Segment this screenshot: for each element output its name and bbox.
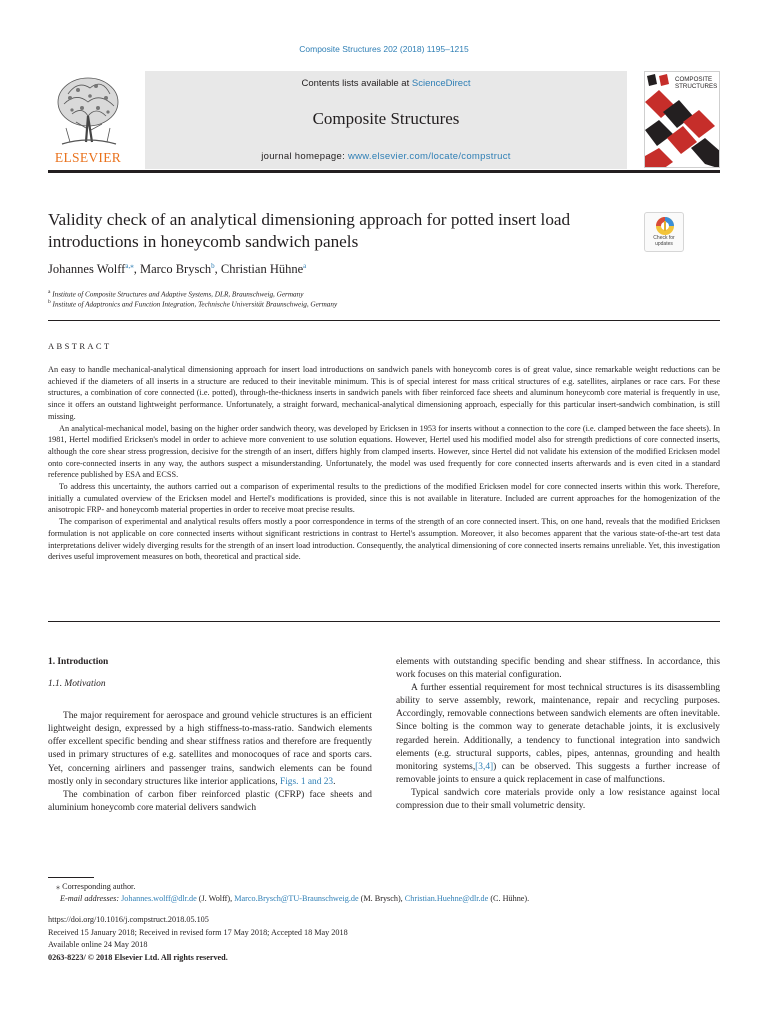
email-link[interactable]: Christian.Huehne@dlr.de	[404, 894, 489, 903]
author-affiliation-link[interactable]: a	[303, 262, 307, 270]
affiliation-mark: b	[48, 299, 51, 305]
affiliation-a	[48, 289, 303, 298]
contents-available-line	[145, 78, 627, 89]
body-paragraph: The combination of carbon fiber reinforced plastic (CFRP) face sheets and aluminium honeycomb core material delivers sandwich	[48, 789, 372, 813]
affiliation-text: Institute of Adaptronics and Function Integration, Technische Universität Braunschweig, Germany	[52, 300, 338, 309]
author-separator: ,	[133, 262, 140, 277]
crossmark-label	[645, 236, 683, 247]
citation-reference-link[interactable]: [3,4]	[475, 761, 494, 772]
corresponding-author-note: ⁎ Corresponding author.	[56, 882, 136, 891]
section-heading: 1. Introduction	[48, 657, 109, 667]
affiliation-text: Institute of Composite Structures and Adaptive Systems, DLR, Braunschweig, Germany	[52, 290, 304, 299]
sciencedirect-link[interactable]: ScienceDirect	[411, 78, 471, 89]
author-separator: ,	[214, 262, 221, 277]
available-online-date: Available online 24 May 2018	[48, 940, 148, 949]
email-owner: (J. Wolff),	[196, 894, 235, 903]
abstract-paragraph: An analytical-mechanical model, basing on the higher order sandwich theory, was developed by Ericksen in 1953 for inserts without a connection to the core (i.e. clamped between the face sheets). In 1981, Hertel modified Ericksen's model in order to achieve more convenient to use solution equations. However, Hertel used his modified model also for strength predictions of core connected inserts, although the core shear stress progression, decisive for the strength of an insert, differs highly from clamped inserts. However, since Hertel did not validate his extension of the modified Ericksen model onto core-connected inserts in any way, the authors suspect a misunderstanding. Unfortunately, the model was used frequently for core connected inserts afterwards and is even cited in a standard reference published by ESA and ECSS.	[48, 423, 720, 480]
section-rule	[48, 621, 720, 622]
subsection-heading: 1.1. Motivation	[48, 679, 106, 690]
email-link[interactable]: Johannes.wolff@dlr.de	[121, 894, 197, 903]
body-column-right	[396, 656, 720, 813]
affiliation-b	[48, 299, 337, 308]
author-affiliation-link[interactable]: b	[211, 262, 215, 270]
abstract-paragraph: To address this uncertainty, the authors carried out a comparison of experimental results to the predictions of the modified Ericksen model for core connected inserts within this work. Therefore, initially a cumulated overview of the Ericksen model and Hertel's modifications is provided, since this is not available in literature. Included are current approaches for the homogenization of the anisotropic FRP- and honeycomb material properties in order to receive moat precise results.	[48, 482, 720, 515]
email-owner: (C. Hühne).	[488, 894, 530, 903]
email-link[interactable]: Marco.Brysch@TU-Braunschweig.de	[234, 894, 359, 903]
contents-prefix: Contents lists available at	[301, 78, 412, 89]
section-rule	[48, 320, 720, 321]
footnote-rule	[48, 877, 94, 878]
cover-title	[675, 77, 720, 90]
journal-homepage-line	[145, 151, 627, 162]
received-dates: Received 15 January 2018; Received in revised form 17 May 2018; Accepted 18 May 2018	[48, 928, 348, 937]
email-addresses	[60, 893, 720, 905]
journal-citation-link[interactable]: Composite Structures 202 (2018) 1195–1215	[299, 44, 469, 54]
body-paragraph	[396, 682, 720, 787]
author-name: Johannes Wolff	[48, 262, 126, 277]
cover-title-line-1: COMPOSITE	[675, 76, 713, 83]
body-text: A further essential requirement for most technical structures is its disassembling ability to serve assembly, rework, maintenance, repair and recycling purposes. Accordingly, removable connections between sandwich elements are often inevitable. Since bolting is the common way to generate detachable joints, it is exclusively regarded herein. Additionally, a tendency to functional integration into sandwich elements (e.g. structural supports, cables, pipes, antennas, grounding and health monitoring systems,	[396, 683, 720, 772]
email-owner: (M. Brysch),	[358, 894, 405, 903]
doi-link[interactable]: https://doi.org/10.1016/j.compstruct.2018.05.105	[48, 915, 209, 924]
header-rule	[48, 170, 720, 173]
abstract-paragraph: An easy to handle mechanical-analytical dimensioning approach for insert load introductions on sandwich panels with honeycomb cores is of great value, since remarkable weight reductions can be achieved if the diameters of all inserts in a structure are reduced to their inevitable minimum. This is of special interest for mass critical structures of e.g. satellites, airplanes or race cars. For these structures, a combination of core connected (i.e. potted), through-the-thickness inserts in sandwich panels with fiber reinforced face sheets and aluminum honeycomb core material is frequently in use, since it offers an outstand lightweight performance. Unfortunately, a straight forward, mechanical-analytical dimensioning approach, especially for this particular insert-sandwich combination, is still missing.	[48, 365, 720, 421]
homepage-prefix: journal homepage:	[261, 151, 348, 162]
author-name: Marco Brysch	[139, 262, 212, 277]
body-text: The major requirement for aerospace and ground vehicle structures is an efficient lightweight design, expressed by a high stiffness-to-mass-ratio. Sandwich elements offer excellent specific bending and shear stiffness ratios and therefore are frequently used in primary structures of e.g. satellites and monocoques of race and sports cars. Yet, concerning airliners and passenger trains, sandwich elements can be found mostly only in secondary structures like interior applications,	[48, 711, 372, 787]
figure-reference-link[interactable]: Figs. 1 and 23	[279, 776, 334, 787]
check-for-updates-badge[interactable]	[644, 212, 684, 252]
body-paragraph: Typical sandwich core materials provide only a low resistance against local compression due to their small volumetric density.	[396, 787, 720, 812]
crossmark-label-line-1: Check for	[653, 235, 675, 241]
journal-cover-thumbnail[interactable]	[644, 71, 720, 168]
cover-title-line-2: STRUCTURES	[675, 82, 718, 90]
body-column-left	[48, 656, 372, 815]
crossmark-label-line-2: updates	[655, 240, 673, 247]
email-label: E-mail addresses:	[60, 894, 122, 903]
homepage-link[interactable]: www.elsevier.com/locate/compstruct	[347, 151, 511, 162]
affiliation-mark: a	[48, 289, 51, 295]
body-text: ) can be observed. This suggests a further increase of removable joints to ensure a quick replacement in case of malfunctions.	[396, 761, 720, 785]
abstract-body	[48, 364, 720, 563]
abstract-heading: ABSTRACT	[48, 341, 112, 351]
article-title: Validity check of an analytical dimensioning approach for potted insert load introductions in honeycomb sandwich panels	[48, 210, 571, 251]
body-text: .	[333, 776, 336, 787]
journal-title: Composite Structures	[312, 109, 460, 128]
issn-copyright: 0263-8223/ © 2018 Elsevier Ltd. All rights reserved.	[48, 953, 228, 962]
body-paragraph: elements with outstanding specific bending and shear stiffness. In accordance, this work focuses on this material configuration.	[396, 657, 720, 681]
body-paragraph	[48, 710, 372, 789]
elsevier-wordmark: ELSEVIER	[54, 150, 122, 165]
author-name: Christian Hühne	[220, 262, 304, 277]
author-affiliation-link[interactable]: a,⁎	[125, 262, 134, 270]
author-list	[48, 262, 306, 277]
abstract-paragraph: The comparison of experimental and analytical results offers mostly a poor correspondence in terms of the strength of an core connected insert. This, on one hand, reveals that the modified Ericksen formulation is not applicable on core connected inserts without significant restrictions in contrast to Hertel's assumption. Moreover, it also becomes apparent that the various state-of-the-art test data interpretations deliver widely diverging results for the strength of an insert load introduction. Consequently, the analytical dimensioning of core connected inserts remains unreliable. Yet, this investigation derives useful improvement measures on both, theoretical and practical side.	[48, 517, 720, 562]
